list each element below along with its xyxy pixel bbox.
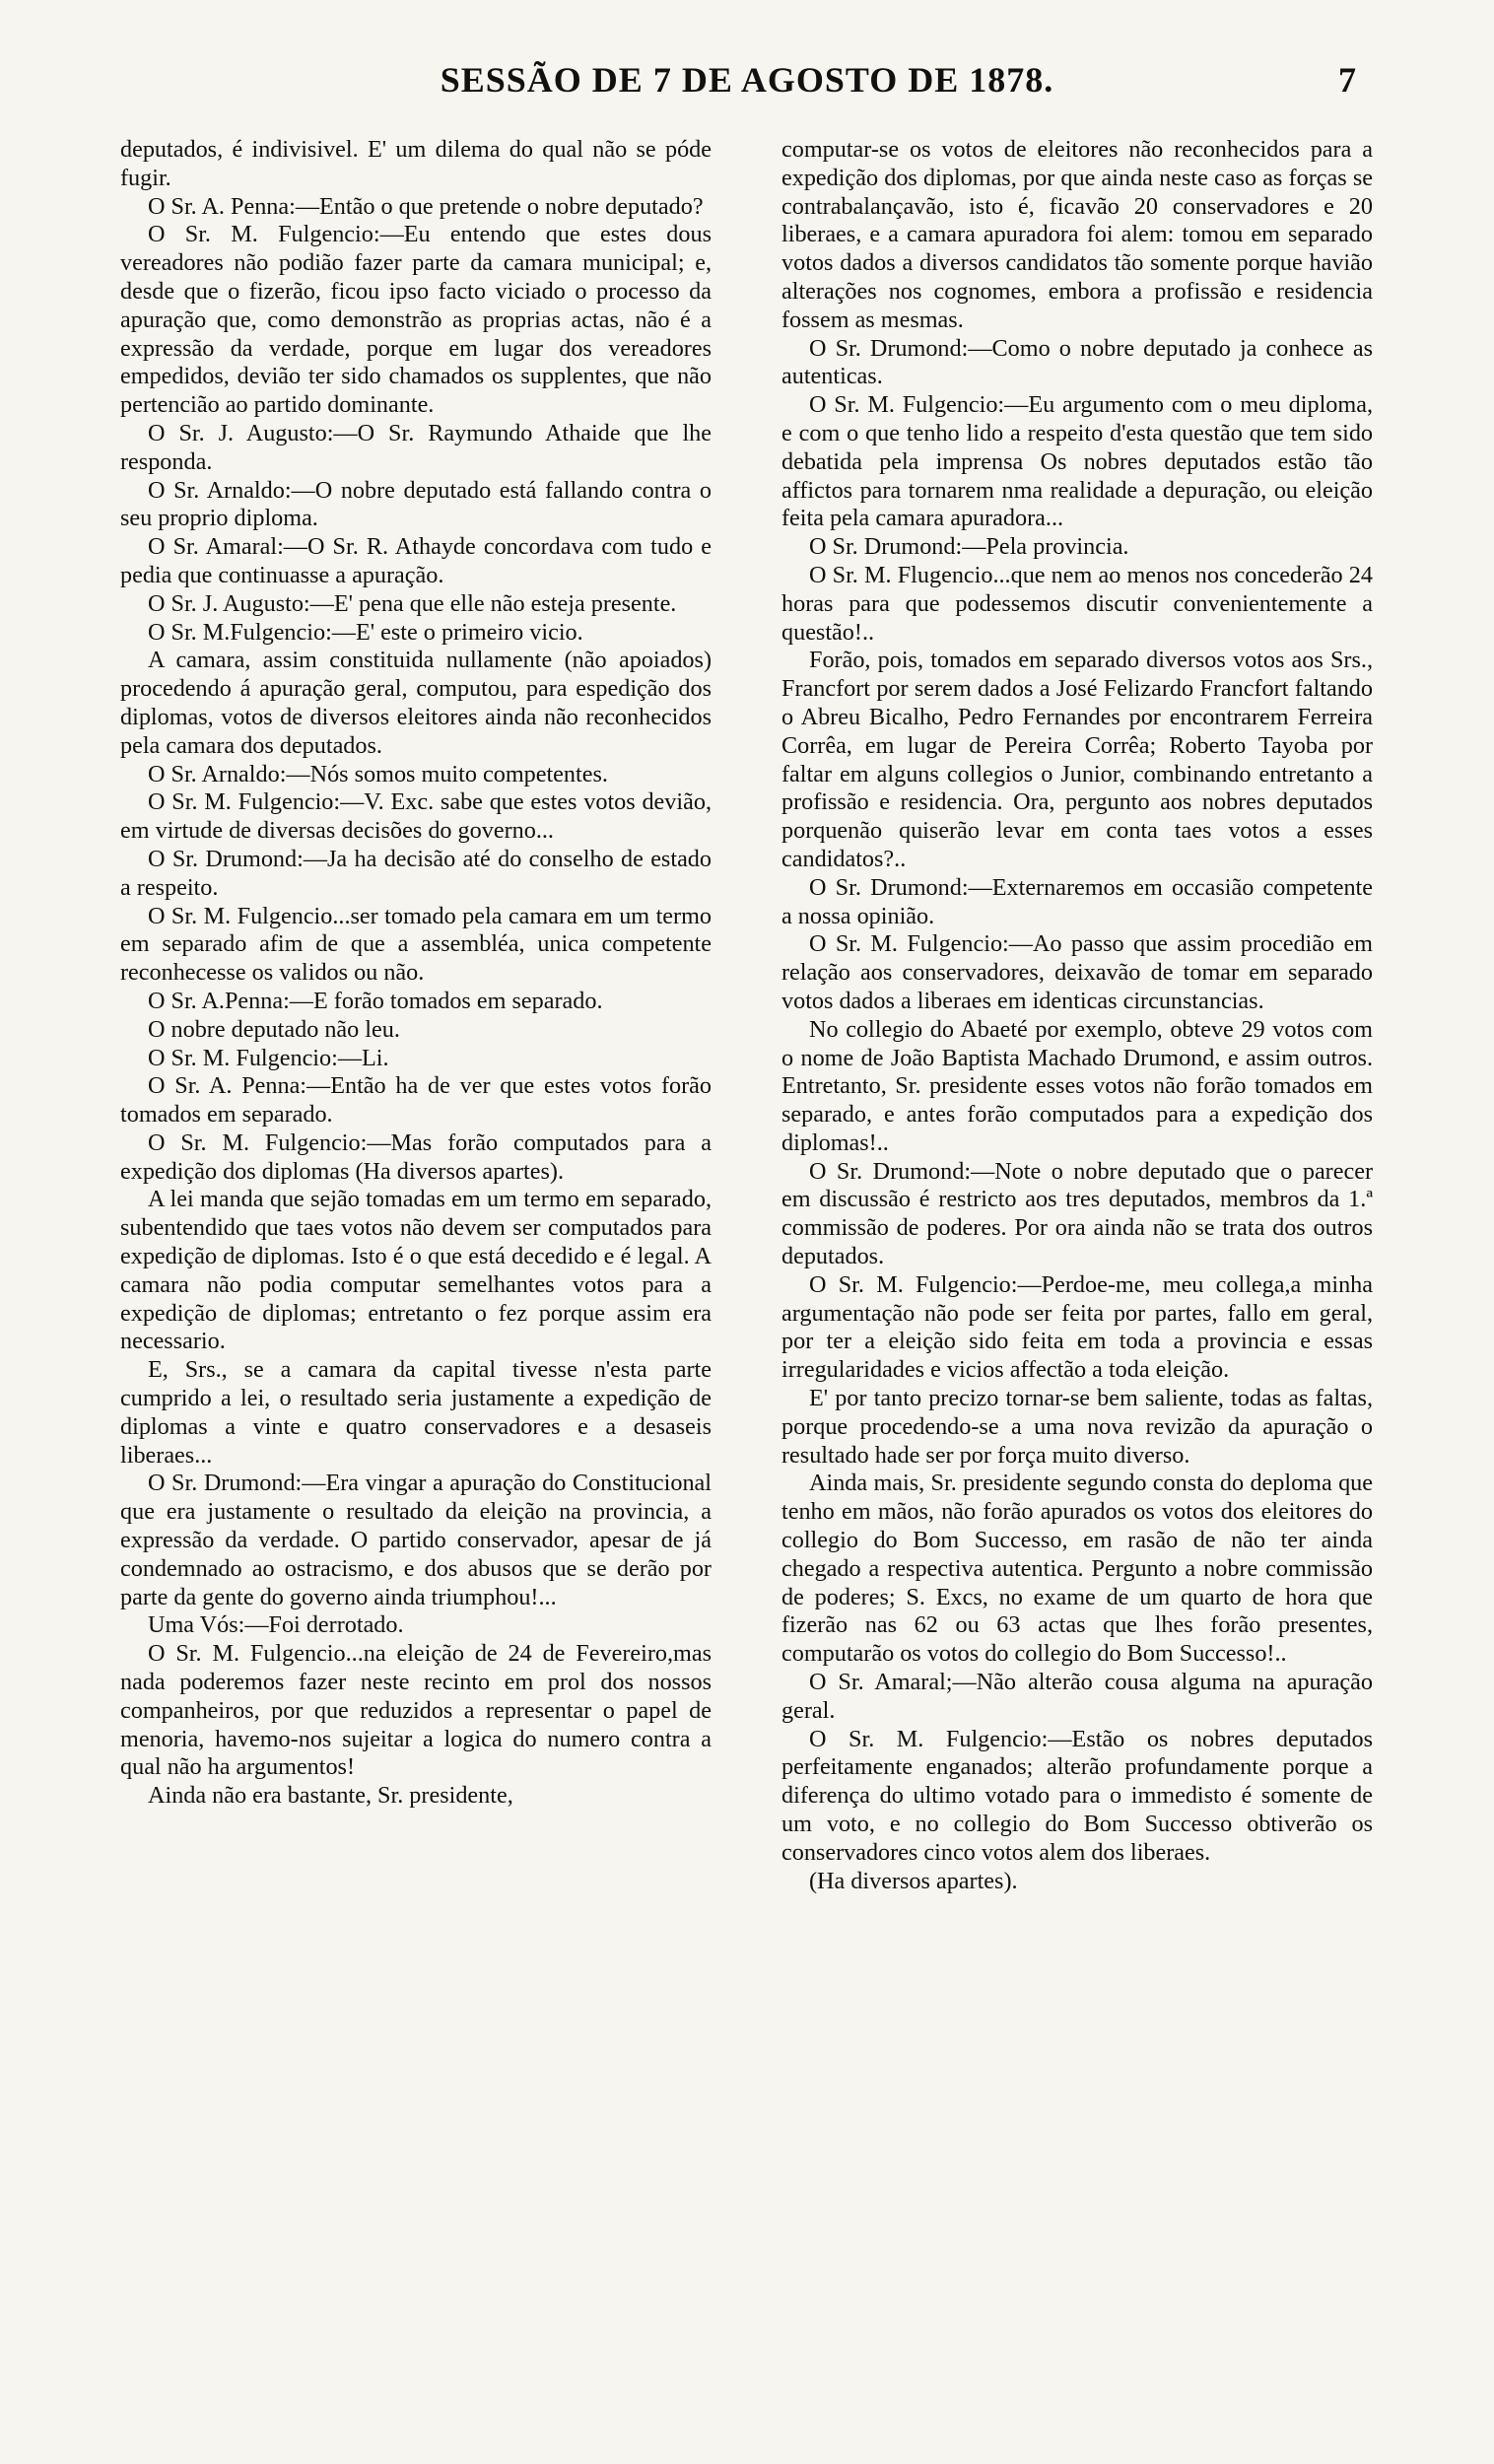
session-title: SESSÃO DE 7 DE AGOSTO DE 1878.: [440, 60, 1054, 100]
paragraph: O Sr. Drumond:—Era vingar a apuração do Constitucional que era justamente o resultado da eleição na provincia, a expressão da verdade. O partido conservador, apesar de já condemnado ao ostracismo, e dos abusos que se derão por parte da gente do governo ainda triumphou!...: [120, 1470, 712, 1610]
paragraph: O Sr. Amaral;—Não alterão cousa alguma na apuração geral.: [781, 1669, 1373, 1724]
paragraph: Ainda mais, Sr. presidente segundo consta do deploma que tenho em mãos, não forão apurados os votos dos eleitores do collegio do Bom Successo, em rasão de não ter ainda chegado a respectiva autentica. Pergunto a nobre commissão de poderes; S. Excs, no exame de um quarto de hora que fizerão nas 62 ou 63 actas que lhes forão presentes, computarão os votos do collegio do Bom Successo!..: [781, 1470, 1373, 1668]
paragraph: O Sr. M. Fulgencio:—Li.: [148, 1044, 389, 1071]
paragraph: O Sr. A. Penna:—Então ha de ver que estes votos forão tomados em separado.: [120, 1072, 712, 1129]
paragraph: E, Srs., se a camara da capital tivesse n'esta parte cumprido a lei, o resultado seria justamente a expedição de diplomas a vinte e quatro conservadores e a desaseis liberaes...: [120, 1356, 712, 1469]
paragraph: O Sr. Drumond:—Pela provincia.: [809, 533, 1129, 561]
paragraph: O Sr. Drumond:—Externaremos em occasião competente a nossa opinião.: [781, 873, 1373, 929]
paragraph: O Sr. A. Penna:—Então o que pretende o nobre deputado?: [148, 192, 704, 220]
paragraph: O Sr. J. Augusto:—O Sr. Raymundo Athaide que lhe responda.: [120, 419, 712, 475]
paragraph: O Sr. Arnaldo:—O nobre deputado está fallando contra o seu proprio diploma.: [120, 476, 712, 532]
paragraph: computar-se os votos de eleitores não reconhecidos para a expedição dos diplomas, por que ainda neste caso as forças se contrabalançavão, isto é, ficavão 20 conservadores e 20 liberaes, e a camara apuradora foi alem: tomou em separado votos dados a diversos candidatos tão somente porque havião alterações nos cognomes, embora a profissão e residencia fossem as mesmas.: [781, 136, 1373, 333]
paragraph: deputados, é indivisivel. E' um dilema do qual não se póde fugir.: [120, 136, 712, 191]
paragraph: A camara, assim constituida nullamente (não apoiados) procedendo á apuração geral, computou, para espedição dos diplomas, votos de diversos eleitores ainda não reconhecidos pela camara dos deputados.: [120, 647, 712, 759]
paragraph: Ainda não era bastante, Sr. presidente,: [148, 1782, 513, 1810]
paragraph: O Sr. Drumond:—Ja ha decisão até do conselho de estado a respeito.: [120, 845, 712, 901]
paragraph: O nobre deputado não leu.: [148, 1015, 400, 1043]
paragraph: O Sr. Arnaldo:—Nós somos muito competentes.: [148, 760, 608, 787]
paragraph: O Sr. M. Fulgencio:—Perdoe-me, meu collega,a minha argumentação não pode ser feita por partes, fallo em geral, por ter a eleição sido feita em toda a provincia e essas irregularidades e vicios affectão a toda eleição.: [781, 1270, 1373, 1384]
paragraph: O Sr. Drumond:—Como o nobre deputado ja conhece as autenticas.: [781, 334, 1373, 390]
paragraph: O Sr. Drumond:—Note o nobre deputado que o parecer em discussão é restricto aos tres deputados, membros da 1.ª commissão de poderes. Por ora ainda não se trata dos outros deputados.: [781, 1157, 1373, 1270]
paragraph: O Sr. M. Fulgencio:—V. Exc. sabe que estes votos devião, em virtude de diversas decisões do governo...: [120, 788, 712, 845]
paragraph: O Sr. M. Fulgencio...ser tomado pela camara em um termo em separado afim de que a assembléa, unica competente reconhecesse os validos ou não.: [120, 902, 712, 987]
page-header: [0, 59, 1494, 118]
paragraph: O Sr. M. Fulgencio:—Eu entendo que estes dous vereadores não podião fazer parte da camara municipal; e, desde que o fizerão, ficou ipso facto viciado o processo da apuração que, como demonstrão as proprias actas, não é a expressão da verdade, porque em lugar dos vereadores empedidos, devião ter sido chamados os supplentes, que não pertencião ao partido dominante.: [120, 221, 712, 419]
right-column: [781, 136, 1373, 1895]
left-column: [120, 136, 712, 1811]
paragraph: O Sr. J. Augusto:—E' pena que elle não esteja presente.: [148, 589, 677, 617]
paragraph: O Sr. M. Fulgencio:—Ao passo que assim procedião em relação aos conservadores, deixavão de tomar em separado votos dados a liberaes em identicas circunstancias.: [781, 930, 1373, 1014]
paragraph: A lei manda que sejão tomadas em um termo em separado, subentendido que taes votos não devem ser computados para expedição de diplomas. Isto é o que está decedido e é legal. A camara não podia computar semelhantes votos para a expedição de diplomas; entretanto o fez porque assim era necessario.: [120, 1186, 712, 1355]
paragraph: O Sr. M. Fulgencio:—Eu argumento com o meu diploma, e com o que tenho lido a respeito d'esta questão que tem sido debatida pela imprensa Os nobres deputados estão tão affictos para tornarem nma realidade a depuração, ou eleição feita pela camara apuradora...: [781, 391, 1373, 532]
paragraph: O Sr. M.Fulgencio:—E' este o primeiro vicio.: [148, 618, 583, 646]
page-number: 7: [1338, 60, 1356, 100]
paragraph: (Ha diversos apartes).: [809, 1867, 1018, 1894]
paragraph: E' por tanto precizo tornar-se bem saliente, todas as faltas, porque procedendo-se a uma nova revizão da apuração o resultado hade ser por força muito diverso.: [781, 1385, 1373, 1469]
paragraph: O Sr. A.Penna:—E forão tomados em separado.: [148, 987, 603, 1014]
paragraph: Uma Vós:—Foi derrotado.: [148, 1611, 404, 1639]
paragraph: O Sr. M. Fulgencio...na eleição de 24 de Fevereiro,mas nada poderemos fazer neste recinto em prol dos nossos companheiros, por que reduzidos a representar o papel de menoria, havemo-nos sujeitar a logica do numero contra a qual não ha argumentos!: [120, 1640, 712, 1781]
paragraph: Forão, pois, tomados em separado diversos votos aos Srs., Francfort por serem dados a José Felizardo Francfort faltando o Abreu Bicalho, Pedro Fernandes por encontrarem Ferreira Corrêa, em lugar de Pereira Corrêa; Roberto Tayoba por faltar em alguns collegios o Junior, combinando entretanto a profissão e residencia. Ora, pergunto aos nobres deputados porquenão quiserão levar em conta taes votos a esses candidatos?..: [781, 647, 1373, 872]
paragraph: No collegio do Abaeté por exemplo, obteve 29 votos com o nome de João Baptista Machado Drumond, e assim outros. Entretanto, Sr. presidente esses votos não forão tomados em separado, e antes forão computados para a expedição dos diplomas!..: [781, 1015, 1373, 1156]
paragraph: O Sr. M. Fulgencio:—Estão os nobres deputados perfeitamente enganados; alterão profundamente porque a diferença do ultimo votado para o immedisto é somente de um voto, e no collegio do Bom Successo obtiverão os conservadores cinco votos alem dos liberaes.: [781, 1725, 1373, 1866]
paragraph: O Sr. Amaral:—O Sr. R. Athayde concordava com tudo e pedia que continuasse a apuração.: [120, 533, 712, 588]
paragraph: O Sr. M. Fulgencio:—Mas forão computados para a expedição dos diplomas (Ha diversos apartes).: [120, 1129, 712, 1185]
paragraph: O Sr. M. Flugencio...que nem ao menos nos concederão 24 horas para que podessemos discutir convenientemente a questão!..: [781, 561, 1373, 646]
